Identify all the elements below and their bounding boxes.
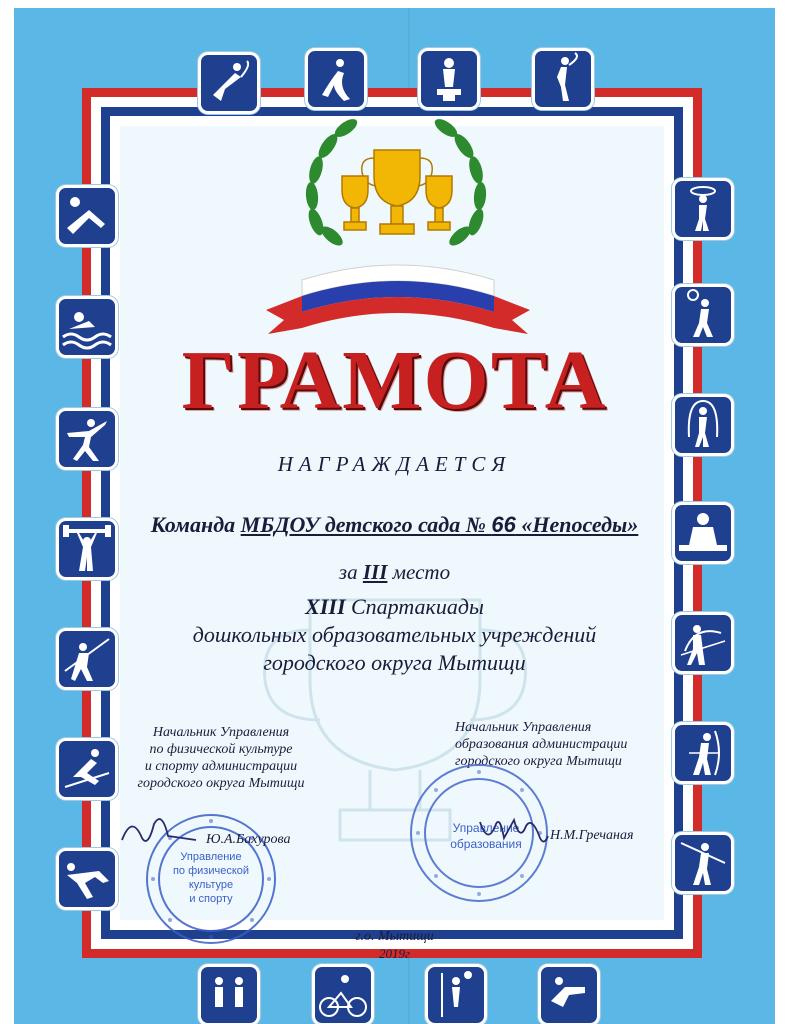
rhythmic-gymnast-icon: [532, 48, 594, 110]
sig-left-line4: городского округа Мытищи: [137, 776, 305, 791]
javelin-icon: [56, 628, 118, 690]
stamp-left-line4: и спорту: [189, 893, 233, 905]
team-name-suffix: «Непоседы»: [515, 512, 639, 537]
archery-icon: [672, 612, 734, 674]
stamp-right-line1: Управление: [452, 821, 520, 835]
signature-left-title: [121, 724, 321, 792]
team-name-part: МБДОУ детского сада №: [240, 512, 492, 537]
place-prefix: за: [338, 560, 363, 584]
rowing-icon: [672, 502, 734, 564]
trophy-figure-icon: [418, 48, 480, 110]
place-line: [0, 560, 789, 585]
team-line: [0, 512, 789, 538]
sig-right-line2: образования администрации: [455, 737, 628, 752]
sig-right-line1: Начальник Управления: [455, 720, 592, 735]
diving-icon: [56, 848, 118, 910]
stamp-left-line1: Управление: [180, 851, 242, 863]
signature-left-scribble: [118, 810, 208, 850]
cycling-icon: [312, 964, 374, 1024]
place-suffix: место: [387, 560, 451, 584]
signature-left-name: Ю.А.Бахурова: [206, 832, 291, 847]
trophy-icon: [338, 146, 456, 250]
certificate-title: ГРАМОТА: [181, 334, 608, 427]
sig-left-line2: по физической культуре: [149, 742, 293, 757]
team-name: [241, 512, 639, 537]
sig-right-line3: городского округа Мытищи: [455, 754, 622, 769]
flag-ribbon: [262, 250, 534, 340]
stamp-left-line3: культуре: [188, 879, 234, 891]
sig-left-line1: Начальник Управления: [152, 725, 290, 740]
tug-of-war-icon: [672, 832, 734, 894]
event-number: XIII: [305, 594, 346, 619]
gymnastics-ribbon-icon: [198, 52, 260, 114]
stamp-left-line2: по физической: [172, 865, 250, 877]
ball-gymnast-icon: [56, 185, 118, 247]
swimming-icon: [56, 296, 118, 358]
gymnastics-leap-icon: [305, 48, 367, 110]
event-line-2: дошкольных образовательных учреждений: [192, 622, 597, 647]
event-name: Спартакиады: [345, 594, 484, 619]
shot-put-icon: [672, 722, 734, 784]
footer-year: 2019г: [378, 946, 411, 961]
event-line-3: городского округа Мытищи: [263, 650, 526, 675]
volleyball-icon: [425, 964, 487, 1024]
team-prefix: Команда: [150, 512, 241, 537]
signature-right-scribble: [474, 812, 552, 854]
event-line-1: [0, 594, 789, 620]
skiing-icon: [56, 738, 118, 800]
rhythmic-ball-icon: [538, 964, 600, 1024]
signature-right-name: Н.М.Гречаная: [550, 828, 634, 843]
place-number: III: [362, 560, 388, 584]
sig-left-line3: и спорту администрации: [144, 759, 298, 774]
stamp-right-line2: образования: [450, 837, 522, 851]
basketball-icon: [672, 284, 734, 346]
long-jump-icon: [198, 964, 260, 1024]
footer-city: г.о. Мытищи: [355, 929, 434, 944]
weightlifting-icon: [56, 518, 118, 580]
awarded-label: НАГРАЖДАЕТСЯ: [277, 452, 512, 476]
dancer-icon: [56, 408, 118, 470]
team-number: 66: [491, 512, 516, 537]
jump-rope-icon: [672, 394, 734, 456]
hoop-gymnast-icon: [672, 178, 734, 240]
